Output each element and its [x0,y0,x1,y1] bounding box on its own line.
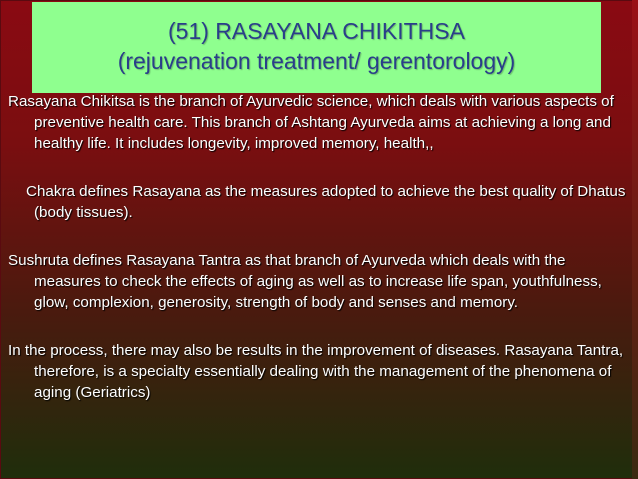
paragraph-rasayana-chikitsa: Rasayana Chikitsa is the branch of Ayurvedic science, which deals with various aspects of preventive health care. This branch of Ashtang Ayurveda aims at achieving a long and healthy life. It includes longevity, improved memory, health,, [8,93,614,152]
slide-edge-strip [632,0,638,479]
paragraph-aging-process: In the process, there may also be results in the improvement of diseases. Rasayana Tantra, therefore, is a specialty essentially dealing with the management of the phenomena of aging (Geriatrics) [8,342,624,401]
slide-body [8,91,628,403]
slide-title: (51) RASAYANA CHIKITHSA [168,18,465,44]
paragraph-sushruta-definition: Sushruta defines Rasayana Tantra as that branch of Ayurveda which deals with the measures to check the effects of aging as well as to increase life span, youthfulness, glow, complexion, generosity, strength of body and senses and memory. [8,252,602,311]
slide-subtitle: (rejuvenation treatment/ gerentorology) [117,48,516,74]
paragraph-chakra-definition: Chakra defines Rasayana as the measures adopted to achieve the best quality of Dhatus (body tissues). [26,183,626,221]
slide-title-box [32,2,601,93]
